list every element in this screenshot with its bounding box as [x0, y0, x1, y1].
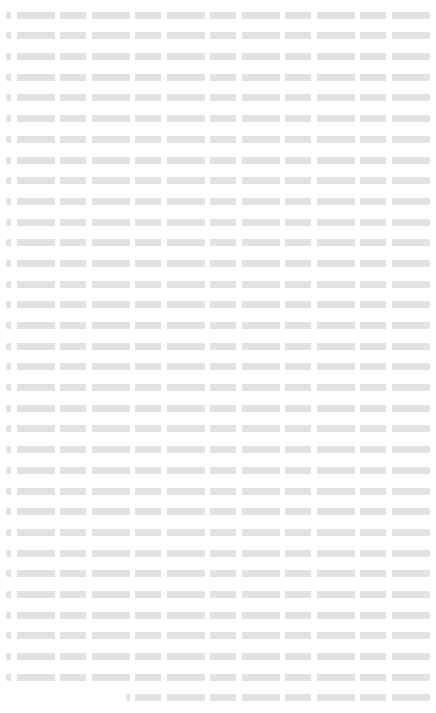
article-line [6, 376, 430, 397]
article-line [6, 356, 430, 377]
article-line [6, 294, 430, 315]
article-line [6, 666, 430, 687]
article-line [6, 25, 430, 46]
article-line [6, 232, 430, 253]
article-line [6, 4, 430, 25]
article-line [6, 687, 430, 708]
article-line [6, 190, 430, 211]
article-body [6, 4, 430, 709]
article-line [6, 87, 430, 108]
article-line [6, 66, 430, 87]
article-line [6, 645, 430, 666]
article-line [6, 521, 430, 542]
article-line [6, 397, 430, 418]
article-line [6, 335, 430, 356]
article-line [6, 625, 430, 646]
article-line [6, 418, 430, 439]
article-line [6, 107, 430, 128]
article-line [6, 45, 430, 66]
article-line [6, 211, 430, 232]
article-line [6, 149, 430, 170]
article-line [6, 583, 430, 604]
article-line [6, 542, 430, 563]
article-line [6, 314, 430, 335]
article-line [6, 170, 430, 191]
article-line [6, 459, 430, 480]
article-line [6, 252, 430, 273]
article-line [6, 501, 430, 522]
article-line [6, 563, 430, 584]
article-line [6, 438, 430, 459]
article-line [6, 128, 430, 149]
article-line [6, 480, 430, 501]
article-line [6, 273, 430, 294]
article-line [6, 604, 430, 625]
